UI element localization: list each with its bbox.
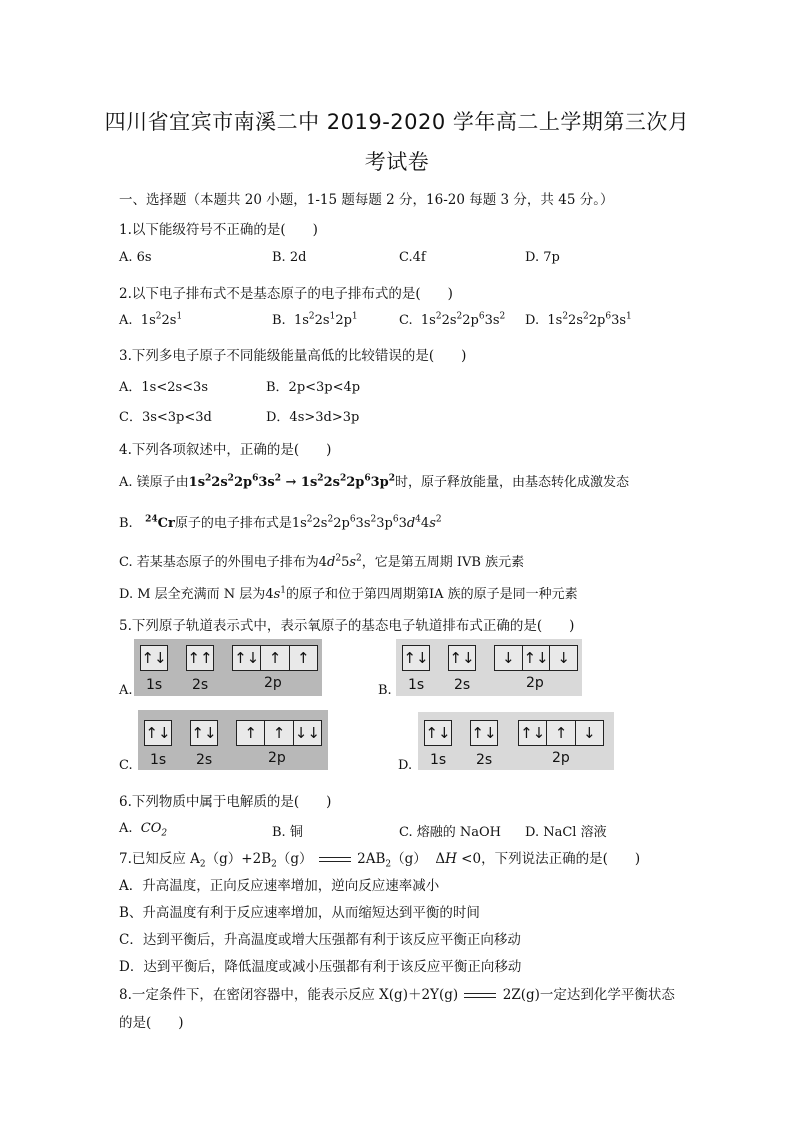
q3-option-a: A．1s<2s<3s: [119, 380, 209, 395]
orbital-2s-box: ↑↑: [186, 645, 214, 671]
q1-stem: 1.以下能级符号不正确的是( ): [119, 222, 318, 238]
label-2p: 2p: [268, 750, 286, 766]
q3-option-d: D．4s>3d>3p: [266, 410, 360, 425]
q2-option-b: B. $1s^22s^12p^1$: [272, 311, 358, 328]
label-1s: 1s: [430, 752, 447, 768]
q1-option-b: B. 2d: [272, 250, 307, 265]
q5-option-a-letter: A.: [119, 683, 133, 698]
section-heading: 一、选择题（本题共 20 小题，1-15 题每题 2 分，16-20 每题 3 分，共 45 分。）: [119, 192, 614, 208]
q3-option-c: C．3s<3p<3d: [119, 410, 212, 425]
orbital-1s-box: ↑↓: [140, 645, 168, 671]
q6-option-c: C. 熔融的 NaOH: [399, 825, 502, 840]
q5-option-b-letter: B.: [378, 683, 392, 698]
orbital-1s-box: ↑↓: [144, 720, 172, 746]
orbital-2s-box: ↑↓: [190, 720, 218, 746]
orbital-2p-box: ↑ ↑ ↓↓: [236, 720, 322, 746]
q4-option-c: C. 若某基态原子的外围电子排布为$4d^25s^2$，它是第五周期 IVB 族元素: [119, 553, 525, 570]
q2-option-c: C. $1s^22s^22p^63s^2$: [399, 311, 506, 328]
label-2p: 2p: [264, 675, 282, 691]
q6-option-d: D. NaCl 溶液: [525, 825, 607, 840]
exam-title-line2: 考试卷: [364, 150, 430, 174]
exam-title-line1: 四川省宜宾市南溪二中 2019-2020 学年高二上学期第三次月: [104, 110, 690, 134]
q5-stem: 5.下列原子轨道表示式中，表示氧原子的基态电子轨道排布式正确的是( ): [119, 618, 575, 634]
orbital-2p-box: ↓ ↑↓ ↓: [494, 645, 578, 671]
q2-option-a: A. $1s^22s^1$: [119, 311, 183, 328]
q2-stem: 2.以下电子排布式不是基态原子的电子排布式的是( ): [119, 286, 453, 302]
orbital-diagram-d: [418, 712, 614, 770]
q7-option-c: C．达到平衡后，升高温度或增大压强都有利于该反应平衡正向移动: [119, 932, 521, 948]
q7-option-b: B、升高温度有利于反应速率增加，从而缩短达到平衡的时间: [119, 905, 480, 921]
label-1s: 1s: [146, 677, 163, 693]
q8-stem-line2: 的是( ): [119, 1015, 184, 1031]
q1-option-a: A. 6s: [119, 250, 152, 265]
label-2s: 2s: [192, 677, 209, 693]
equilibrium-arrow-icon: [317, 855, 353, 865]
q4-option-d: D. M 层全充满而 N 层为$4s^1$的原子和位于第四周期第ⅠA 族的原子是同一种元素: [119, 585, 578, 602]
orbital-diagram-b: [396, 639, 582, 696]
label-2s: 2s: [196, 752, 213, 768]
label-2s: 2s: [476, 752, 493, 768]
label-1s: 1s: [408, 677, 425, 693]
orbital-1s-box: ↑↓: [424, 720, 452, 746]
q5-option-d-letter: D.: [398, 758, 413, 773]
q8-stem-line1: 8.一定条件下，在密闭容器中，能表示反应 X(g)＋2Y(g) 2Z(g)一定达到化学平衡状态: [119, 987, 675, 1003]
orbital-2s-box: ↑↓: [448, 645, 476, 671]
q3-option-b: B．2p<3p<4p: [266, 380, 361, 395]
label-2p: 2p: [552, 750, 570, 766]
q3-stem: 3.下列多电子原子不同能级能量高低的比较错误的是( ): [119, 348, 467, 364]
orbital-diagram-a: [134, 639, 322, 696]
q7-option-a: A．升高温度，正向反应速率增加，逆向反应速率减小: [119, 878, 440, 894]
label-2p: 2p: [526, 675, 544, 691]
orbital-2p-box: ↑↓ ↑ ↓: [518, 720, 604, 746]
orbital-1s-box: ↑↓: [402, 645, 430, 671]
q1-option-d: D. 7p: [525, 250, 560, 265]
q4-stem: 4.下列各项叙述中，正确的是( ): [119, 442, 332, 458]
equilibrium-arrow-icon: [462, 991, 498, 1001]
q7-option-d: D．达到平衡后，降低温度或减小压强都有利于该反应平衡正向移动: [119, 959, 522, 975]
orbital-diagram-c: [138, 710, 328, 770]
label-2s: 2s: [454, 677, 471, 693]
q7-stem: 7.已知反应 $A_2(g)+2B_2(g)$ $2AB_2(g)$ ΔH <0，下列说法正确的是( ): [119, 851, 641, 870]
q6-option-a: A. $CO_2$: [119, 821, 168, 839]
orbital-2p-box: ↑↓ ↑ ↑: [232, 645, 318, 671]
q4-option-a: A. 镁原子由$1s^22s^22p^63s^2 \to 1s^22s^22p^63p^2$时，原子释放能量，由基态转化成激发态: [119, 473, 630, 490]
q5-option-c-letter: C.: [119, 758, 133, 773]
q6-option-b: B. 铜: [272, 825, 303, 840]
q4-option-b: B. $^{24}$Cr原子的电子排布式是$1s^22s^22p^63s^23p^63d^44s^2$: [119, 514, 442, 531]
q6-stem: 6.下列物质中属于电解质的是( ): [119, 794, 332, 810]
label-1s: 1s: [150, 752, 167, 768]
orbital-2s-box: ↑↓: [470, 720, 498, 746]
q1-option-c: C.4f: [399, 250, 426, 265]
q2-option-d: D. $1s^22s^22p^63s^1$: [525, 311, 632, 328]
